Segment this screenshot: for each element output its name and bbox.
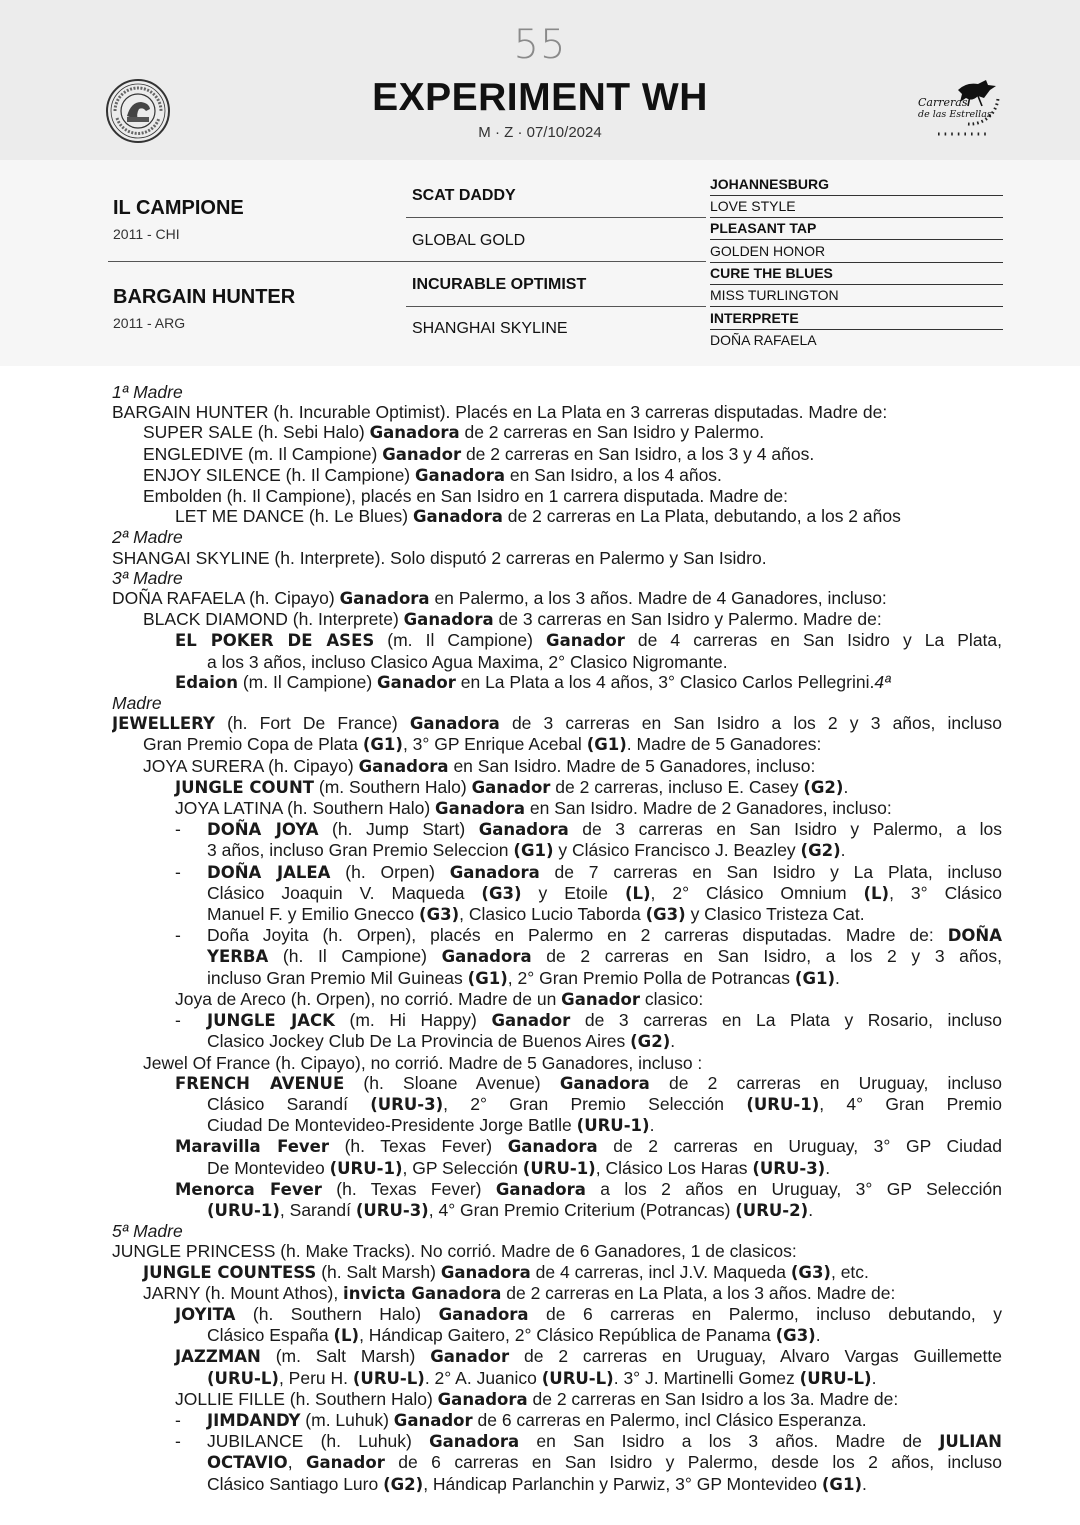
dam-line: SHANGAI SKYLINE (h. Interprete). Solo disputó 2 carreras en Palermo y San Isidro. [112, 547, 767, 568]
horse-meta: M · Z · 07/10/2024 [478, 124, 602, 141]
sire-info: 2011 - CHI [113, 226, 180, 242]
dam-line: JEWELLERY (h. Fort De France) Ganadora de 3 carreras en San Isidro a los 2 y 3 años, incluso [112, 713, 1002, 734]
nominated-stallion-seal-icon [105, 78, 171, 144]
produce-line: - JUBILANCE (h. Luhuk) Ganadora en San Isidro a los 3 años. Madre de JULIAN [112, 1431, 1002, 1452]
produce-line: Jewel Of France (h. Cipayo), no corrió. Madre de 5 Ganadores, incluso : [143, 1052, 703, 1073]
dam-info: 2011 - ARG [113, 315, 186, 331]
dam-line: DOÑA RAFAELA (h. Cipayo) Ganadora en Palermo, a los 3 años. Madre de 4 Ganadores, incluso: [112, 588, 887, 609]
gen2-divider [406, 306, 706, 307]
section-heading: 1ª Madre [112, 382, 183, 402]
produce-line: OCTAVIO, Ganador de 6 carreras en San Isidro y Palermo, desde los 2 años, incluso [207, 1452, 1002, 1473]
section-heading: 3ª Madre [112, 567, 183, 588]
produce-line: JUNGLE COUNT (m. Southern Halo) Ganador de 2 carreras, incluso E. Casey (G2). [175, 776, 849, 797]
section-heading: 5ª Madre [112, 1221, 183, 1242]
gen2-divider [406, 217, 706, 218]
produce-line: Maravilla Fever (h. Texas Fever) Ganadora de 2 carreras en Uruguay, 3° GP Ciudad [175, 1136, 1002, 1157]
produce-line: - JUNGLE JACK (m. Hi Happy) Ganador de 3 carreras en La Plata y Rosario, incluso [112, 1010, 1002, 1031]
produce-line: a los 3 años, incluso Clasico Agua Maxima, 2° Clasico Nigromante. [207, 651, 728, 672]
produce-line: Clásico Santiago Luro (G2), Hándicap Parlanchin y Parwiz, 3° GP Montevideo (G1). [207, 1473, 867, 1494]
gen2-4: SHANGHAI SKYLINE [412, 320, 568, 337]
produce-record [112, 382, 1002, 1495]
produce-line: (URU-L), Peru H. (URU-L). 2° A. Juanico (URU-L). 3° J. Martinelli Gomez (URU-L). [207, 1367, 877, 1388]
brand-line-2: de las Estrellas [918, 109, 992, 120]
gen3-1: JOHANNESBURG [710, 176, 1003, 196]
sire-name: IL CAMPIONE [113, 197, 244, 219]
section-heading: 2ª Madre [112, 527, 183, 548]
gen3-3: PLEASANT TAP [710, 220, 1003, 240]
produce-line: FRENCH AVENUE (h. Sloane Avenue) Ganadora de 2 carreras en Uruguay, incluso [175, 1072, 1002, 1093]
sire-block [113, 197, 244, 242]
produce-line: Clásico Sarandí (URU-3), 2° Gran Premio Selección (URU-1), 4° Gran Premio [207, 1093, 1002, 1114]
produce-line: Menorca Fever (h. Texas Fever) Ganadora a los 2 años en Uruguay, 3° GP Selección [175, 1178, 1002, 1199]
gen3-6: MISS TURLINGTON [710, 287, 1003, 307]
produce-line: Joya de Areco (h. Orpen), no corrió. Madre de un Ganador clasico: [175, 988, 704, 1009]
dam-name: BARGAIN HUNTER [113, 286, 296, 308]
brand-line-1: Carreras [918, 96, 968, 109]
dam-line: BARGAIN HUNTER (h. Incurable Optimist). Placés en La Plata en 3 carreras disputadas. Madre de: [112, 402, 888, 423]
gen2-2: GLOBAL GOLD [412, 232, 526, 249]
produce-line: Clásico España (L), Hándicap Gaitero, 2° Clásico República de Panama (G3). [207, 1325, 821, 1346]
lot-number: 55 [513, 22, 567, 68]
produce-line: YERBA (h. Il Campione) Ganadora de 2 carreras en San Isidro, a los 2 y 3 años, [207, 946, 1002, 967]
pedigree-divider [108, 261, 706, 262]
produce-line: JOYA LATINA (h. Southern Halo) Ganadora en San Isidro. Madre de 2 Ganadores, incluso: [175, 798, 892, 819]
produce-line: JOYITA (h. Southern Halo) Ganadora de 6 carreras en Palermo, incluso debutando, y [175, 1303, 1002, 1324]
gen3-4: GOLDEN HONOR [710, 243, 1003, 263]
produce-line: SUPER SALE (h. Sebi Halo) Ganadora de 2 carreras en San Isidro y Palermo. [143, 422, 765, 443]
page-header [0, 0, 1080, 160]
horse-name: EXPERIMENT WH [372, 76, 708, 119]
dam-line: JUNGLE PRINCESS (h. Make Tracks). No corrió. Madre de 6 Ganadores, 1 de clasicos: [112, 1241, 797, 1262]
produce-line: - DOÑA JALEA (h. Orpen) Ganadora de 7 carreras en San Isidro y La Plata, incluso [112, 862, 1002, 883]
gen3-7: INTERPRETE [710, 310, 1003, 330]
produce-line: - Doña Joyita (h. Orpen), placés en Palermo en 2 carreras disputadas. Madre de: DOÑA [112, 925, 1002, 946]
produce-line: EL POKER DE ASES (m. Il Campione) Ganador de 4 carreras en San Isidro y La Plata, [175, 630, 1002, 651]
gen3-8: DOÑA RAFAELA [710, 332, 817, 348]
dam-block [113, 286, 295, 331]
produce-line: (URU-1), Sarandí (URU-3), 4° Gran Premio Criterium (Potrancas) (URU-2). [207, 1199, 814, 1220]
produce-line: Manuel F. y Emilio Gnecco (G3), Clasico Lucio Taborda (G3) y Clasico Tristeza Cat. [207, 904, 865, 925]
produce-line: Ciudad De Montevideo-Presidente Jorge Batlle (URU-1). [207, 1115, 655, 1136]
produce-line: Clasico Jockey Club De La Provincia de Buenos Aires (G2). [207, 1031, 676, 1052]
carreras-estrellas-logo-icon [908, 76, 1008, 148]
produce-line: JAZZMAN (m. Salt Marsh) Ganador de 2 carreras en Uruguay, Alvaro Vargas Guillemette [175, 1346, 1002, 1367]
produce-line: Edaion (m. Il Campione) Ganador en La Plata a los 4 años, 3° Clasico Carlos Pellegrini.4ª [175, 671, 891, 692]
gen3-5: CURE THE BLUES [710, 265, 1003, 285]
produce-line: JUNGLE COUNTESS (h. Salt Marsh) Ganadora de 4 carreras, incl J.V. Maqueda (G3), etc. [143, 1261, 869, 1282]
produce-line: 3 años, incluso Gran Premio Seleccion (G1) y Clásico Francisco J. Beazley (G2). [207, 840, 846, 861]
produce-line: ENJOY SILENCE (h. Il Campione) Ganadora en San Isidro, a los 4 años. [143, 464, 722, 485]
section-heading: Madre [112, 693, 162, 714]
produce-line: ENGLEDIVE (m. Il Campione) Ganador de 2 carreras en San Isidro, a los 3 y 4 años. [143, 443, 815, 464]
produce-line: incluso Gran Premio Mil Guineas (G1), 2° Gran Premio Polla de Potrancas (G1). [207, 967, 840, 988]
gen3-2: LOVE STYLE [710, 198, 1003, 218]
produce-line: Embolden (h. Il Campione), placés en San Isidro en 1 carrera disputada. Madre de: [143, 486, 788, 507]
pedigree-table [0, 160, 1080, 366]
produce-line: LET ME DANCE (h. Le Blues) Ganadora de 2 carreras en La Plata, debutando, a los 2 años [175, 506, 901, 527]
produce-line: - DOÑA JOYA (h. Jump Start) Ganadora de 3 carreras en San Isidro y Palermo, a los [112, 819, 1002, 840]
produce-line: JOLLIE FILLE (h. Southern Halo) Ganadora de 2 carreras en San Isidro a los 3a. Madre de: [175, 1388, 899, 1409]
gen2-1: SCAT DADDY [412, 187, 516, 204]
gen2-3: INCURABLE OPTIMIST [412, 276, 587, 293]
produce-line: BLACK DIAMOND (h. Interprete) Ganadora de 3 carreras en San Isidro y Palermo. Madre de: [143, 609, 882, 630]
produce-line: JOYA SURERA (h. Cipayo) Ganadora en San Isidro. Madre de 5 Ganadores, incluso: [143, 755, 816, 776]
produce-line: JARNY (h. Mount Athos), invicta Ganadora de 2 carreras en La Plata, a los 3 años. Madre de: [143, 1282, 896, 1303]
produce-line: Clásico Joaquin V. Maqueda (G3) y Etoile (L), 2° Clásico Omnium (L), 3° Clásico [207, 882, 1002, 903]
produce-line: - JIMDANDY (m. Luhuk) Ganador de 6 carreras en Palermo, incl Clásico Esperanza. [112, 1410, 1002, 1431]
produce-line: De Montevideo (URU-1), GP Selección (URU-1), Clásico Los Haras (URU-3). [207, 1157, 831, 1178]
dam-line: Gran Premio Copa de Plata (G1), 3° GP Enrique Acebal (G1). Madre de 5 Ganadores: [143, 734, 822, 755]
